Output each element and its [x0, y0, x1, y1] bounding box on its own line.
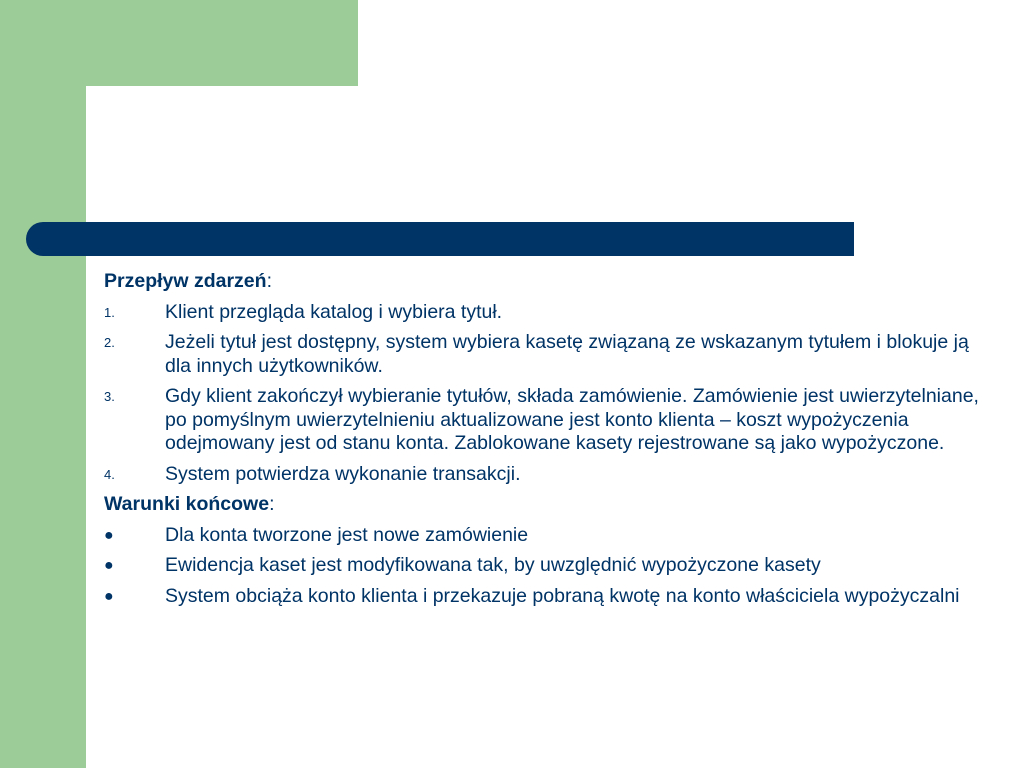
list-number: 1. — [104, 304, 115, 320]
slide-content — [104, 270, 984, 615]
title-bar — [26, 222, 854, 256]
list-item-text: Klient przegląda katalog i wybiera tytuł. — [165, 300, 503, 323]
list-item — [104, 301, 984, 325]
bullet-icon: ● — [104, 526, 114, 544]
section-heading-flow: Przepływ zdarzeń: — [104, 270, 272, 292]
list-item-text: System potwierdza wykonanie transakcji. — [165, 462, 521, 485]
list-item-text: Gdy klient zakończył wybieranie tytułów, składa zamówienie. Zamówienie jest uwierzytelniane, po pomyślnym uwierzytelnieniu aktualizowane jest konto klienta – koszt wypożyczenia odejmowany jest od stanu konta. Zablokowane kasety rejestrowane są jako wypożyczone. — [165, 385, 979, 454]
list-item-text: Ewidencja kaset jest modyfikowana tak, by uwzględnić wypożyczone kasety — [165, 554, 821, 576]
list-item — [104, 554, 984, 578]
list-item — [104, 585, 984, 609]
list-item — [104, 463, 984, 487]
bullet-icon: ● — [104, 587, 114, 605]
list-item — [104, 385, 984, 456]
list-item-text: Dla konta tworzone jest nowe zamówienie — [165, 523, 529, 546]
list-number: 3. — [104, 389, 115, 404]
list-item — [104, 524, 984, 548]
list-number: 4. — [104, 466, 115, 482]
list-number: 2. — [104, 335, 115, 350]
section-heading-postconditions: Warunki końcowe: — [104, 493, 275, 515]
list-item — [104, 331, 984, 378]
list-item-text: Jeżeli tytuł jest dostępny, system wybiera kasetę związaną ze wskazanym tytułem i blokuje ją dla innych użytkowników. — [165, 331, 969, 377]
green-corner-block — [0, 0, 358, 86]
bullet-icon: ● — [104, 557, 114, 574]
green-sidebar — [0, 0, 86, 768]
list-item-text: System obciąża konto klienta i przekazuje pobraną kwotę na konto właściciela wypożyczalni — [165, 584, 960, 607]
